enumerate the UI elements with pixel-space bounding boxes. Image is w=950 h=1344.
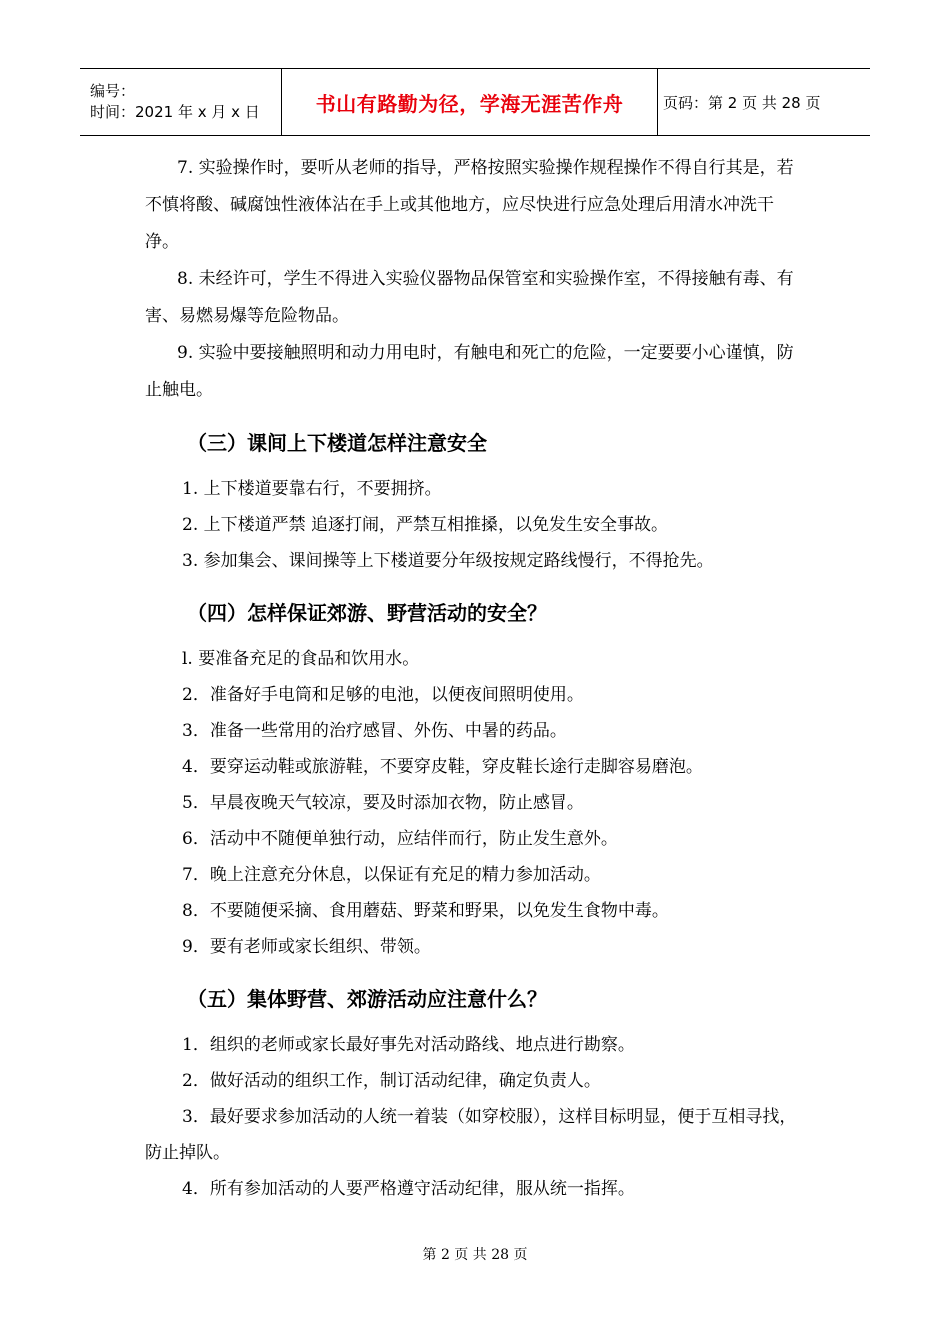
page-info-text: 页码：第 2 页 共 28 页: [663, 93, 821, 112]
document-body: [145, 150, 805, 1207]
section-3-item: 3. 参加集会、课间操等上下楼道要分年级按规定路线慢行，不得抢先。: [182, 551, 714, 571]
section-4-title: （四）怎样保证郊游、野营活动的安全？: [187, 601, 547, 625]
time-label: 时间：2021 年 x 月 x 日: [90, 103, 260, 121]
footer-page-number: 第 2 页 共 28 页: [422, 1247, 528, 1263]
page-header: [80, 68, 870, 136]
section-4-item: 4．要穿运动鞋或旅游鞋，不要穿皮鞋，穿皮鞋长途行走脚容易磨泡。: [182, 757, 703, 777]
paragraph-9: 9. 实验中要接触照明和动力用电时，有触电和死亡的危险，一定要要小心谨慎，防止触电。: [145, 343, 794, 400]
page-footer: [0, 1244, 950, 1264]
section-5-title: （五）集体野营、郊游活动应注意什么？: [187, 987, 547, 1011]
section-4-item: 3．准备一些常用的治疗感冒、外伤、中暑的药品。: [182, 721, 567, 741]
section-4-item: 8．不要随便采摘、食用蘑菇、野菜和野果，以免发生食物中毒。: [182, 901, 669, 921]
number-label: 编号：: [90, 82, 136, 100]
section-3-title: （三）课间上下楼道怎样注意安全: [187, 431, 487, 455]
section-5-item: 4．所有参加活动的人要严格遵守活动纪律，服从统一指挥。: [182, 1179, 635, 1199]
section-3-item: 2. 上下楼道严禁 追逐打闹，严禁互相推搡，以免发生安全事故。: [182, 515, 669, 535]
paragraph-7: 7. 实验操作时，要听从老师的指导，严格按照实验操作规程操作不得自行其是，若不慎将酸、碱腐蚀性液体沾在手上或其他地方，应尽快进行应急处理后用清水冲洗干净。: [145, 158, 794, 252]
section-5-item: 2．做好活动的组织工作，制订活动纪律，确定负责人。: [182, 1071, 601, 1091]
header-page-info: [658, 69, 870, 135]
motto-text: 书山有路勤为径，学海无涯苦作舟: [315, 91, 624, 116]
section-4-item: 7．晚上注意充分休息，以保证有充足的精力参加活动。: [182, 865, 601, 885]
paragraph-8: 8. 未经许可，学生不得进入实验仪器物品保管室和实验操作室，不得接触有毒、有害、易燃易爆等危险物品。: [145, 269, 794, 326]
section-4-item: 2．准备好手电筒和足够的电池，以便夜间照明使用。: [182, 685, 584, 705]
section-4-item: 9．要有老师或家长组织、带领。: [182, 937, 431, 957]
header-meta: [80, 69, 282, 135]
section-4-item: 6．活动中不随便单独行动，应结伴而行，防止发生意外。: [182, 829, 618, 849]
header-motto: [282, 69, 658, 135]
section-4-item: 5．早晨夜晚天气较凉，要及时添加衣物，防止感冒。: [182, 793, 584, 813]
section-5-item: 3．最好要求参加活动的人统一着装（如穿校服），这样目标明显，便于互相寻找，防止掉队。: [145, 1107, 797, 1163]
section-3-item: 1. 上下楼道要靠右行，不要拥挤。: [182, 479, 442, 499]
section-5-item: 1．组织的老师或家长最好事先对活动路线、地点进行勘察。: [182, 1035, 635, 1055]
section-4-item: l. 要准备充足的食品和饮用水。: [182, 649, 420, 669]
